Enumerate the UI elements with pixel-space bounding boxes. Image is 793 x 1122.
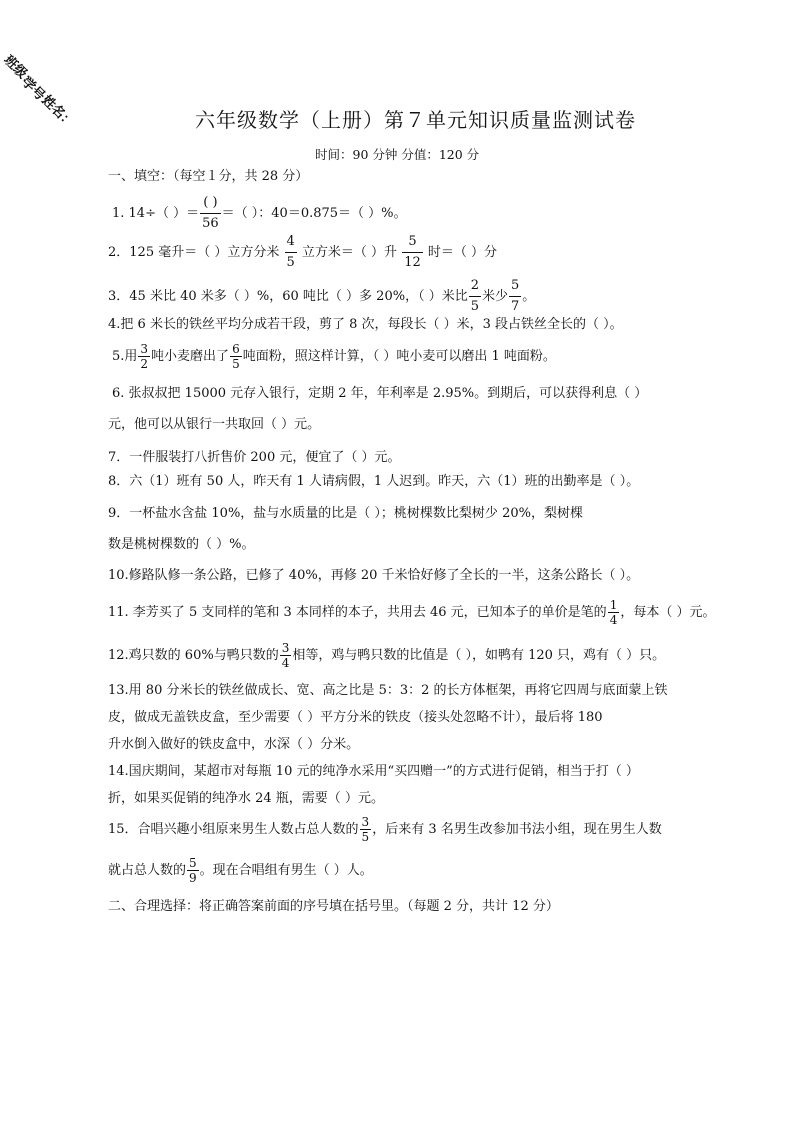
q15-fraction-1 (360, 815, 372, 844)
q3-f2-den: 7 (511, 299, 520, 314)
q5-text-b: 吨小麦磨出了 (151, 349, 230, 364)
q1-fraction-num: ( ) (200, 193, 221, 214)
q3-text-a: 3．45 米比 40 米多（ ）%，60 吨比（ ）多 20%，（ ）米比 (108, 289, 468, 304)
q12-f-num: 3 (281, 641, 290, 655)
q3-f1-num: 2 (469, 276, 481, 297)
q2-fraction-2 (402, 232, 423, 273)
q2-f1-den: 5 (286, 255, 295, 270)
q11-fraction (608, 598, 620, 627)
question-2 (108, 232, 497, 273)
q2-f1-num: 4 (285, 232, 297, 253)
question-4: 4.把 6 米长的铁丝平均分成若干段，剪了 8 次，每段长（ ）米，3 段占铁丝全长的（ ）。 (108, 317, 623, 332)
question-9-line-2: 数是桃树棵数的（ ）%。 (108, 537, 255, 552)
q2-text-a: 2．125 毫升＝（ ）立方分米 (108, 245, 280, 260)
q5-fraction-1 (138, 342, 150, 371)
q15-text-d: 。现在合唱组有男生（ ）人。 (199, 863, 373, 878)
question-13-line-1: 13.用 80 分米长的铁丝做成长、宽、高之比是 5：3：2 的长方体框架，再将它四周与底面蒙上铁 (108, 683, 668, 698)
question-8: 8．六（1）班有 50 人，昨天有 1 人请病假，1 人迟到。昨天，六（1）班的出勤率是（ ）。 (108, 474, 640, 489)
student-name-label: 姓名： (38, 92, 77, 132)
q5-f2-num: 6 (232, 342, 240, 356)
question-3 (108, 276, 535, 317)
q15-text-b: ，后来有 3 名男生改参加书法小组，现在男生人数 (372, 822, 662, 837)
q12-text-a: 12.鸡只数的 60%与鸭只数的 (108, 648, 279, 663)
q3-fraction-2 (509, 276, 521, 317)
q15-text-c: 就占总人数的 (108, 863, 187, 878)
q1-text-b: ＝（ ）：40＝0.875＝（ ）%。 (221, 206, 407, 221)
q5-text-a: 5.用 (112, 349, 138, 364)
q15-f2-num: 5 (189, 856, 197, 870)
q5-f1-num: 3 (140, 342, 149, 356)
q15-text-a: 15．合唱兴趣小组原来男生人数占总人数的 (108, 822, 359, 837)
question-12 (108, 641, 665, 670)
q2-fraction-1 (285, 232, 297, 273)
question-13-line-2: 皮，做成无盖铁皮盒，至少需要（ ）平方分米的铁皮（接头处忽略不计），最后将 180 (108, 710, 603, 725)
page-title: 六年级数学（上册）第７单元知识质量监测试卷 (195, 108, 636, 132)
question-9-line-1: 9．一杯盐水含盐 10%，盐与水质量的比是（ ）；桃树棵数比梨树少 20%，梨树棵 (108, 506, 583, 521)
q12-text-b: 相等，鸡与鸭只数的比值是（ ），如鸭有 120 只，鸡有（ ）只。 (292, 648, 666, 663)
question-1 (112, 193, 407, 234)
q11-text-b: ，每本（ ）元。 (620, 605, 716, 620)
question-14-line-2: 折，如果买促销的纯净水 24 瓶，需要（ ）元。 (108, 791, 384, 806)
question-11 (108, 598, 715, 627)
q2-text-c: 时＝（ ）分 (427, 245, 498, 260)
q2-f2-num: 5 (402, 232, 423, 253)
q2-f2-den: 12 (404, 255, 421, 270)
q5-fraction-2 (230, 342, 242, 371)
q2-text-b: 立方米＝（ ）升 (301, 245, 398, 260)
q11-text-a: 11. 李芳买了 5 支同样的笔和 3 本同样的本子，共用去 46 元，已知本子的单价是笔的 (108, 605, 607, 620)
q3-f2-num: 5 (509, 276, 521, 297)
q5-f2-den: 5 (232, 357, 240, 371)
q15-f1-den: 5 (361, 830, 370, 844)
question-15-line-2 (108, 856, 373, 885)
q3-f1-den: 5 (470, 299, 479, 314)
question-6-line-2: 元，他可以从银行一共取回（ ）元。 (108, 417, 321, 432)
question-6-line-1: 6. 张叔叔把 15000 元存入银行，定期 2 年，年利率是 2.95%。到期后，可以获得利息（ ） (112, 386, 648, 401)
q3-text-b: 米少 (481, 289, 508, 304)
q1-fraction (200, 193, 221, 234)
question-10: 10.修路队修一条公路，已修了 40%，再修 20 千米恰好修了全长的一半，这条公路长（ ）。 (108, 568, 640, 583)
q15-f2-den: 9 (189, 871, 197, 885)
question-7: 7．一件服装打八折售价 200 元，便宜了（ ）元。 (108, 450, 401, 465)
section-heading-choice: 二、合理选择：将正确答案前面的序号填在括号里。（每题 2 分，共计 12 分） (108, 899, 559, 914)
q11-f-num: 1 (609, 598, 618, 612)
class-label: 班级： (0, 52, 39, 92)
q1-text-a: 1. 14÷（ ）＝ (112, 206, 200, 221)
question-5 (112, 342, 556, 371)
q11-f-den: 4 (609, 613, 618, 627)
question-15-line-1 (108, 815, 662, 844)
question-14-line-1: 14.国庆期间，某超市对每瓶 10 元的纯净水采用“买四赠一”的方式进行促销，相当于打（ ） (108, 764, 639, 779)
q15-fraction-2 (187, 856, 199, 885)
q12-f-den: 4 (281, 656, 290, 670)
q5-f1-den: 2 (140, 357, 149, 371)
q3-text-c: 。 (522, 289, 536, 304)
q5-text-c: 吨面粉，照这样计算，（ ）吨小麦可以磨出 1 吨面粉。 (242, 349, 556, 364)
q12-fraction (280, 641, 292, 670)
q1-fraction-den: 56 (202, 216, 219, 231)
student-number-label: 学号： (18, 74, 57, 114)
exam-time-score: 时间：90 分钟 分值：120 分 (315, 147, 480, 162)
section-heading-fill: 一、填空：（每空１分，共 28 分） (108, 169, 309, 184)
q15-f1-num: 3 (361, 815, 370, 829)
q3-fraction-1 (469, 276, 481, 317)
question-13-line-3: 升水倒入做好的铁皮盒中，水深（ ）分米。 (108, 737, 360, 752)
